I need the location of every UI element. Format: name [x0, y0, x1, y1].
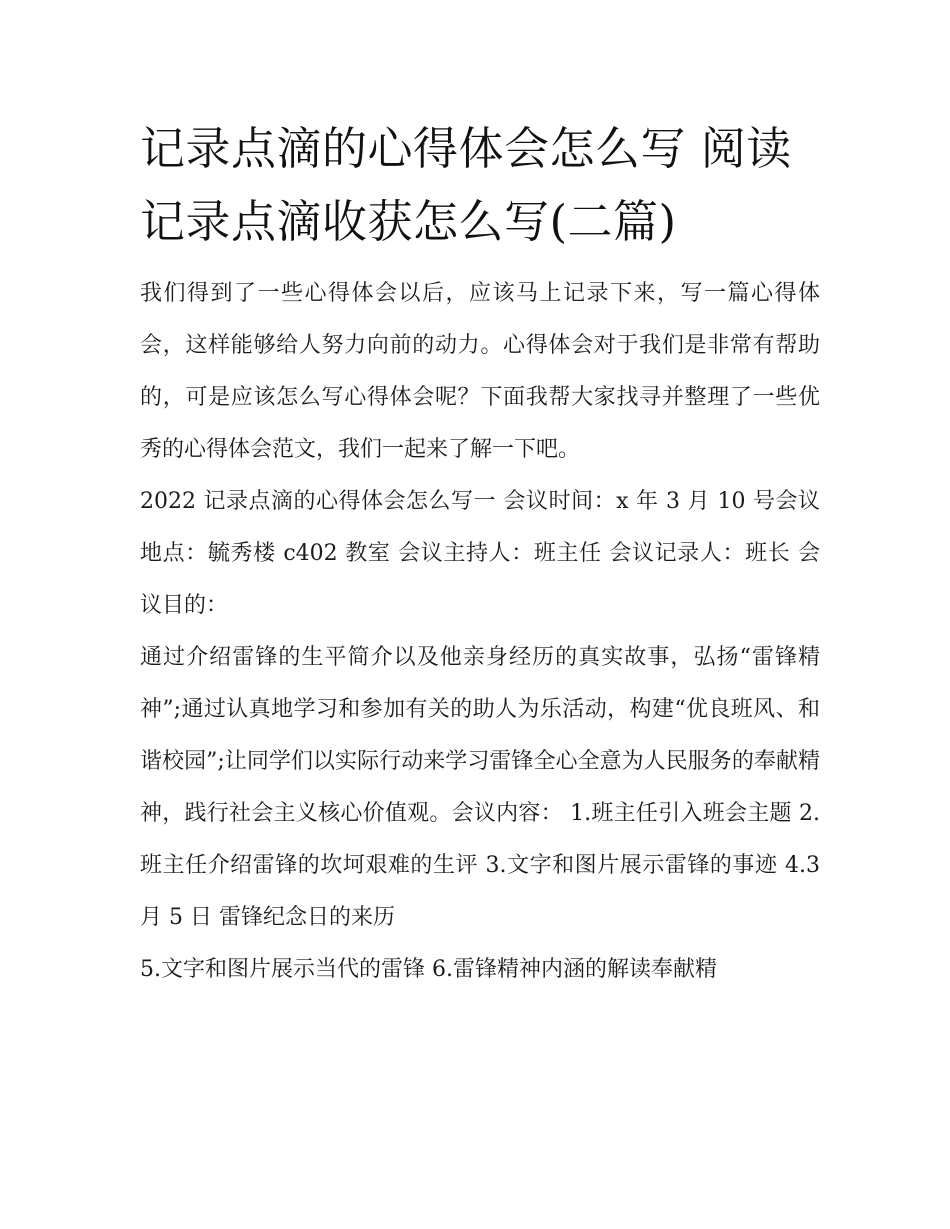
meeting-purpose-paragraph: 通过介绍雷锋的生平简介以及他亲身经历的真实故事，弘扬“雷锋精神”;通过认真地学习和参加有关的助人为乐活动，构建“优良班风、和谐校园”;让同学们以实际行动来学习雷锋全心全意为人民服务的奉献精神，践行社会主义核心价值观。会议内容： 1.班主任引入班会主题 2.班主任介绍雷锋的坎坷艰难的生评 3.文字和图片展示雷锋的事迹 4.3 月 5 日 雷锋纪念日的来历: [140, 645, 820, 930]
document-title: 记录点滴的心得体会怎么写 阅读记录点滴收获怎么写(二篇): [140, 122, 792, 248]
document-body: [140, 112, 820, 996]
intro-paragraph: 我们得到了一些心得体会以后，应该马上记录下来，写一篇心得体会，这样能够给人努力向前的动力。心得体会对于我们是非常有帮助的，可是应该怎么写心得体会呢？下面我帮大家找寻并整理了一些优秀的心得体会范文，我们一起来了解一下吧。: [140, 281, 820, 462]
meeting-info-paragraph: 2022 记录点滴的心得体会怎么写一 会议时间：x 年 3 月 10 号会议地点：毓秀楼 c402 教室 会议主持人：班主任 会议记录人：班长 会议目的：: [140, 489, 820, 618]
meeting-content-paragraph: 5.文字和图片展示当代的雷锋 6.雷锋精神内涵的解读奉献精: [140, 957, 717, 982]
